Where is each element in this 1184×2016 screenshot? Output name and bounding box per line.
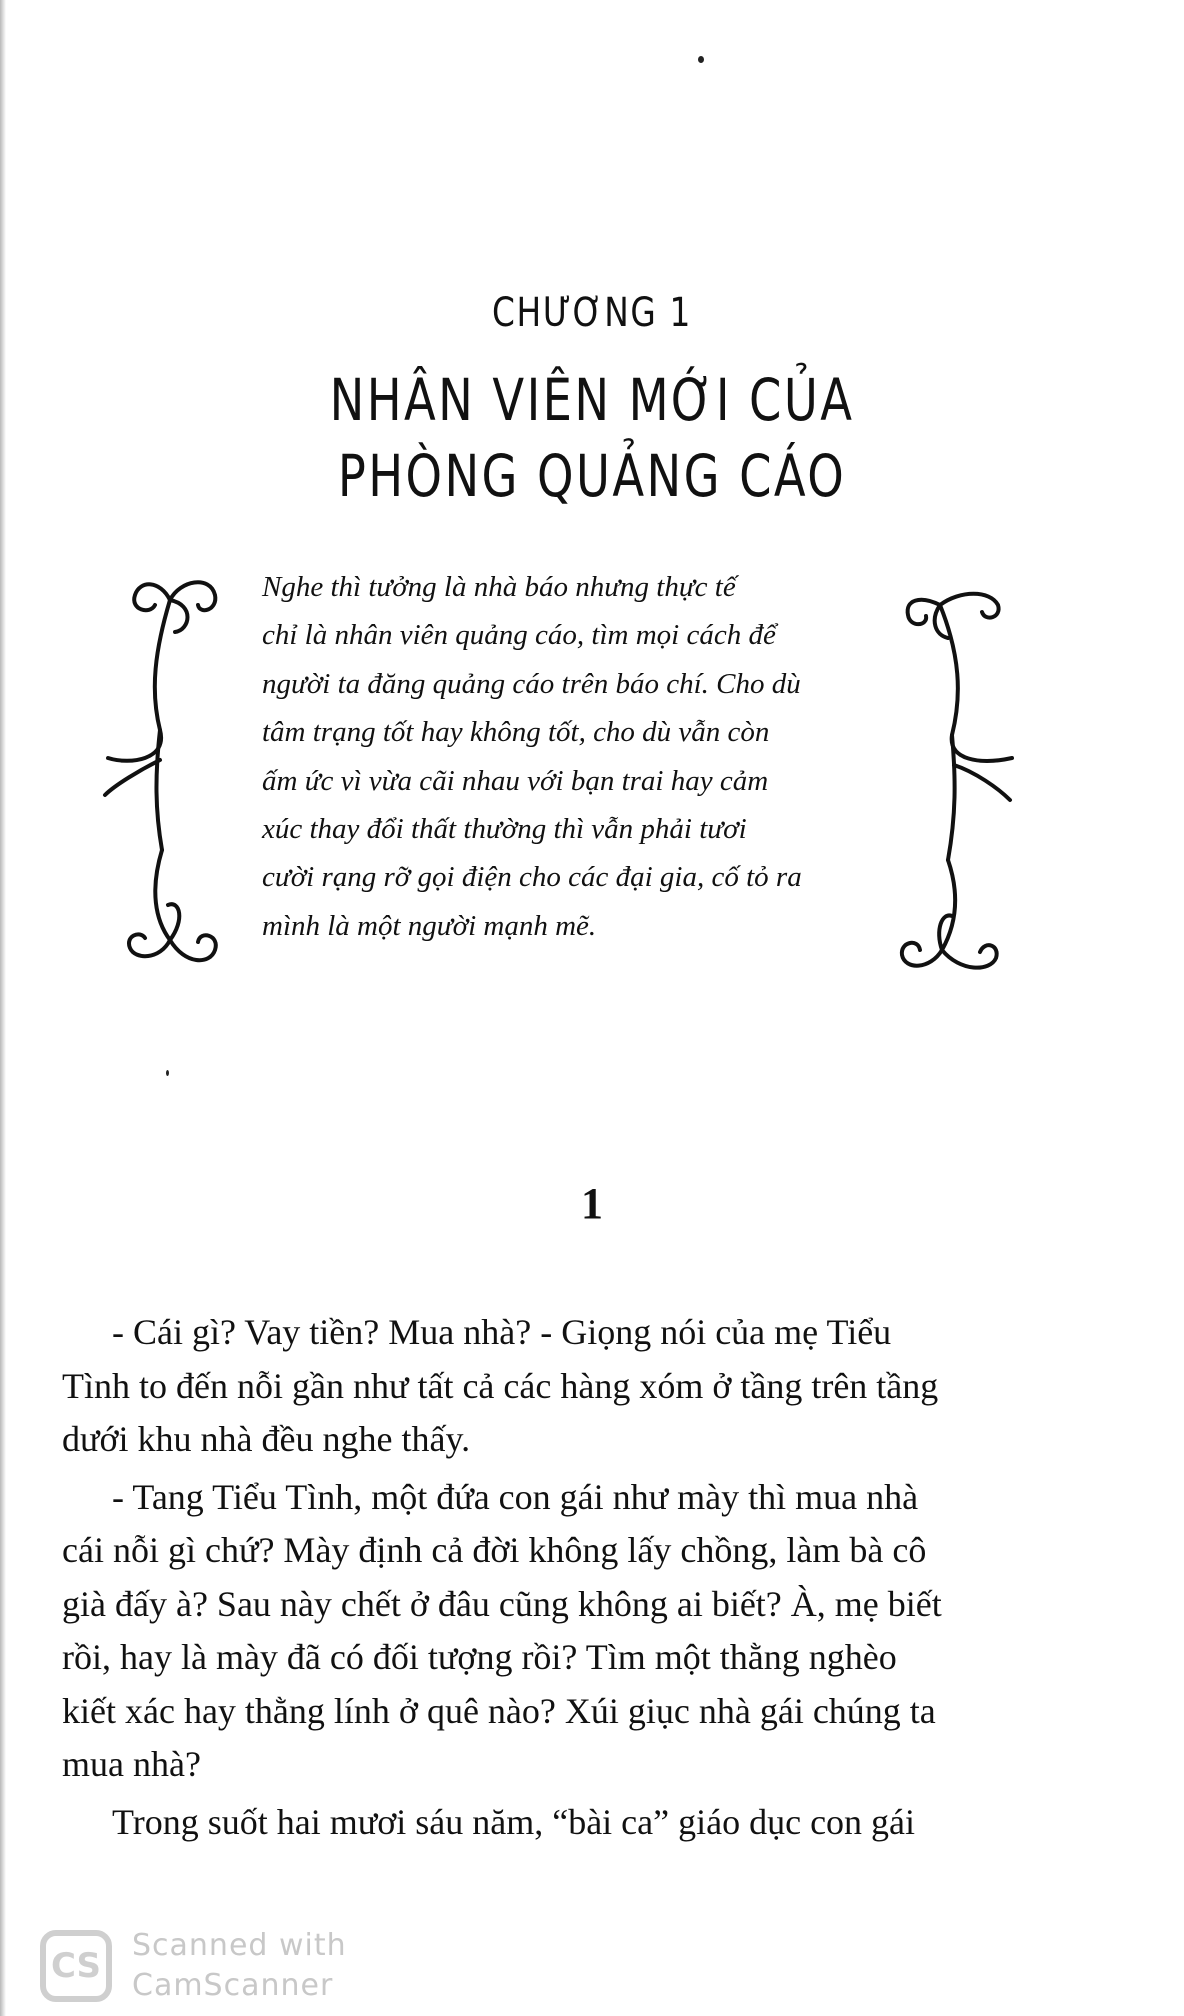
paragraph-line: Trong suốt hai mươi sáu năm, “bài ca” giáo dục con gái: [112, 1801, 916, 1842]
paragraph-line: già đấy à? Sau này chết ở đâu cũng không ai biết? À, mẹ biết: [62, 1583, 942, 1624]
paragraph-line: Tình to đến nỗi gần như tất cả các hàng xóm ở tầng trên tầng: [62, 1365, 939, 1406]
paragraph-line: cái nỗi gì chứ? Mày định cả đời không lấy chồng, làm bà cô: [62, 1530, 927, 1570]
intro-line: xúc thay đổi thất thường thì vẫn phải tươi: [262, 813, 747, 846]
chapter-intro: [262, 563, 892, 950]
intro-line: chỉ là nhân viên quảng cáo, tìm mọi cách để: [262, 619, 776, 652]
intro-line: mình là một người mạnh mẽ.: [262, 909, 597, 942]
paragraph-line: mua nhà?: [62, 1744, 201, 1784]
paragraph-line: - Tang Tiểu Tình, một đứa con gái như mày thì mua nhà: [112, 1476, 919, 1517]
paragraph-line: - Cái gì? Vay tiền? Mua nhà? - Giọng nói của mẹ Tiểu: [112, 1312, 892, 1352]
camscanner-logo-icon: CS: [40, 1930, 112, 2002]
ornamental-flourish-icon: [890, 560, 1020, 990]
paragraph: [62, 1471, 1088, 1792]
body-text: [62, 1306, 1088, 1853]
chapter-title-line: NHÂN VIÊN MỚI CỦA: [329, 366, 855, 434]
chapter-title: [118, 362, 1065, 514]
paragraph-line: dưới khu nhà đều nghe thấy.: [62, 1419, 471, 1459]
intro-line: Nghe thì tưởng là nhà báo nhưng thực tế: [262, 571, 736, 603]
paragraph-line: kiết xác hay thằng lính ở quê nào? Xúi giục nhà gái chúng ta: [62, 1690, 936, 1731]
paragraph: [62, 1306, 1088, 1467]
paragraph-line: rồi, hay là mày đã có đối tượng rồi? Tìm một thằng nghèo: [62, 1637, 897, 1677]
watermark-line: CamScanner: [132, 1968, 334, 2003]
intro-line: ấm ức vì vừa cãi nhau với bạn trai hay cảm: [262, 764, 769, 797]
paragraph: [62, 1796, 1088, 1850]
section-number: 1: [581, 1179, 603, 1228]
scan-speck: [698, 56, 704, 63]
scan-edge-shadow: [0, 0, 6, 2016]
ornamental-flourish-icon: [100, 560, 230, 990]
watermark-text: [132, 1926, 347, 2006]
scanner-watermark: [40, 1920, 360, 2010]
scan-speck: [166, 1070, 169, 1076]
chapter-label: CHƯƠNG 1: [491, 290, 693, 336]
intro-line: người ta đăng quảng cáo trên báo chí. Cho dù: [262, 667, 801, 700]
chapter-title-line: PHÒNG QUẢNG CÁO: [337, 442, 847, 510]
watermark-line: Scanned with: [132, 1928, 347, 1963]
intro-line: cười rạng rỡ gọi điện cho các đại gia, cố tỏ ra: [262, 861, 802, 894]
intro-line: tâm trạng tốt hay không tốt, cho dù vẫn còn: [262, 716, 770, 749]
